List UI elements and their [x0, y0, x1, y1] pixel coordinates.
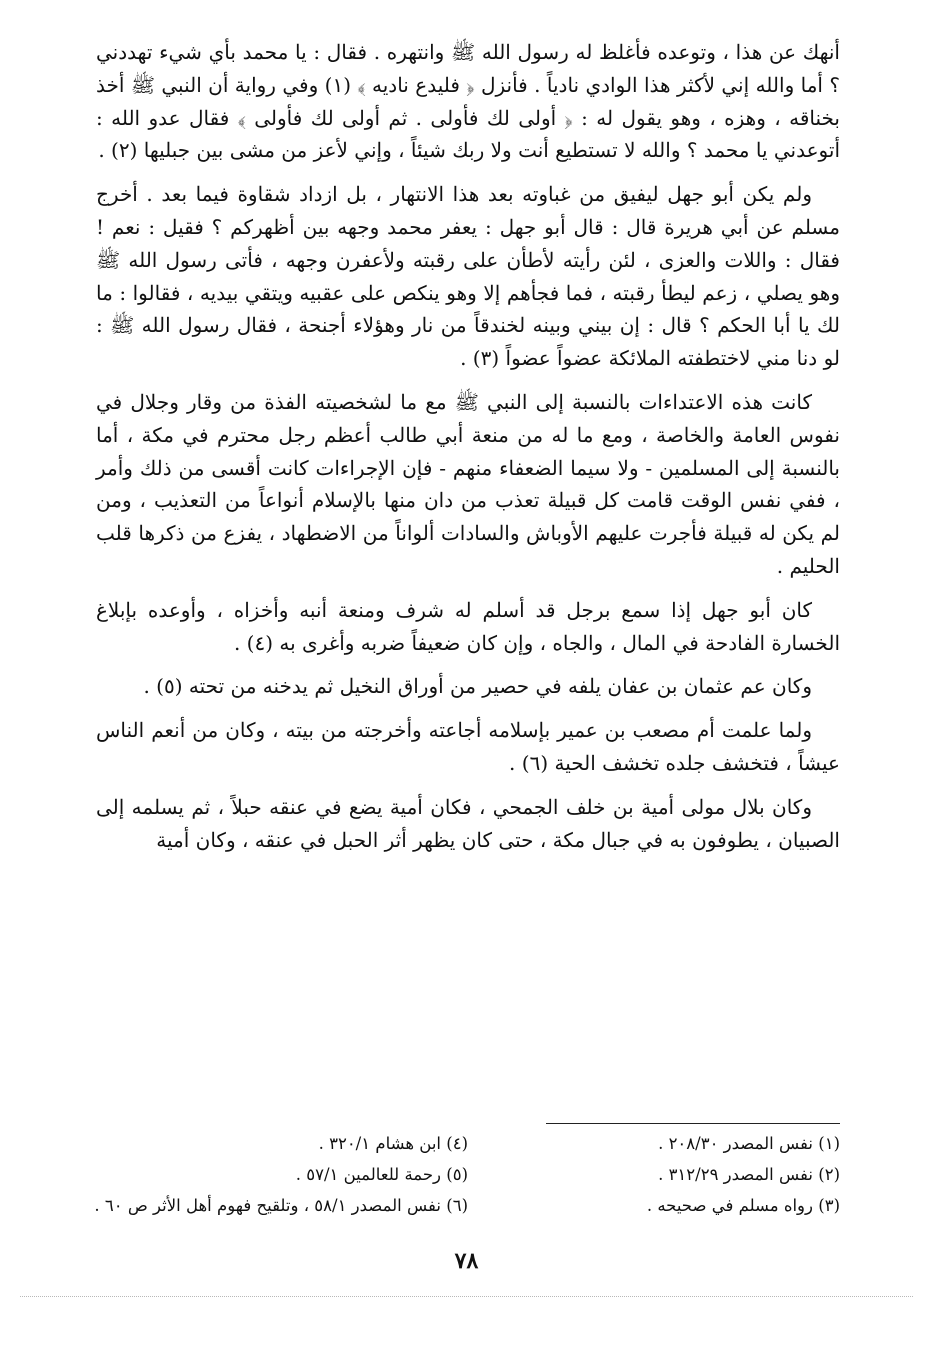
paragraph-4: كان أبو جهل إذا سمع برجل قد أسلم له شرف ومنعة أنبه وأخزاه ، وأوعده بإبلاغ الخسارة الفادحة في المال ، والجاه ، وإن كان ضعيفاً ضربه وأغرى به (٤) . [96, 597, 840, 655]
main-text [96, 36, 840, 867]
paragraph-1: أنهك عن هذا ، وتوعده فأغلظ له رسول الله ﷺ وانتهره . فقال : يا محمد بأي شيء تهددني ؟ أما والله إني لأكثر هذا الوادي نادياً . فأنزل ﴿ فليدع ناديه ﴾ (١) وفي رواية أن النبي ﷺ أخذ بخناقه ، وهزه ، وهو يقول له : ﴿ أولى لك فأولى . ثم أولى لك فأولى ﴾ فقال عدو الله : أتوعدني يا محمد ؟ والله لا تستطيع أنت ولا ربك شيئاً ، وإني لأعز من مشى بين جبليها (٢) . [96, 40, 840, 163]
footnote-1: (١) نفس المصدر ٢٠٨/٣٠ . [658, 1134, 840, 1153]
footnote-6: (٦) نفس المصدر ٥٨/١ ، وتلقيح فهوم أهل الأثر ص ٦٠ . [94, 1196, 468, 1215]
page-number: ٧٨ [454, 1248, 479, 1274]
footnote-5: (٥) رحمة للعالمين ٥٧/١ . [295, 1165, 468, 1184]
footnote-row [96, 1190, 840, 1221]
paragraph-2: ولم يكن أبو جهل ليفيق من غباوته بعد هذا الانتهار ، بل ازداد شقاوة فيما بعد . أخرج مسلم عن أبي هريرة قال : قال أبو جهل : يعفر محمد وجهه بين أظهركم ؟ فقيل : نعم ! فقال : واللات والعزى ، لئن رأيته لأطأن على رقبته ولأعفرن وجهه ، فأتى رسول الله ﷺ وهو يصلي ، زعم ليطأ رقبته ، فما فجأهم إلا وهو ينكص على عقبيه ويتقي بيديه ، فقالوا : ما لك يا أبا الحكم ؟ قال : إن بيني وبينه لخندقاً من نار وهؤلاء أجنحة ، فقال رسول الله ﷺ : لو دنا مني لاختطفته الملائكة عضواً عضواً (٣) . [96, 182, 840, 371]
footnote-row [96, 1128, 840, 1159]
paragraph-7: وكان بلال مولى أمية بن خلف الجمحي ، فكان أمية يضع في عنقه حبلاً ، ثم يسلمه إلى الصبيان ، يطوفون به في جبال مكة ، حتى كان يظهر أثر الحبل في عنقه ، وكان أمية [96, 794, 840, 852]
paragraph-3: كانت هذه الاعتداءات بالنسبة إلى النبي ﷺ مع ما لشخصيته الفذة من وقار وجلال في نفوس العامة والخاصة ، ومع ما له من منعة أبي طالب أعظم رجل محترم في مكة ، أما بالنسبة إلى المسلمين - ولا سيما الضعفاء منهم - فإن الإجراءات كانت أقسى من ذلك وأمر ، ففي نفس الوقت قامت كل قبيلة تعذب من دان منها بالإسلام أنواعاً من التعذيب ، ومن لم يكن له قبيلة فأجرت عليهم الأوباش والسادات ألواناً من الاضطهاد ، يفزع من ذكرها قلب الحليم . [96, 389, 840, 578]
footnote-2: (٢) نفس المصدر ٣١٢/٢٩ . [658, 1165, 840, 1184]
footnote-3: (٣) رواه مسلم في صحيحه . [646, 1196, 840, 1215]
footnotes [96, 1128, 840, 1221]
footnote-4: (٤) ابن هشام ٣٢٠/١ . [318, 1134, 468, 1153]
scan-edge-divider [20, 1296, 913, 1297]
paragraph-5: وكان عم عثمان بن عفان يلفه في حصير من أوراق النخيل ثم يدخنه من تحته (٥) . [143, 674, 812, 699]
paragraph-6: ولما علمت أم مصعب بن عمير بإسلامه أجاعته وأخرجته من بيته ، وكان من أنعم الناس عيشاً ، فتخشف جلده تخشف الحية (٦) . [96, 718, 840, 775]
footnote-divider [546, 1123, 840, 1124]
footnote-row [96, 1159, 840, 1190]
